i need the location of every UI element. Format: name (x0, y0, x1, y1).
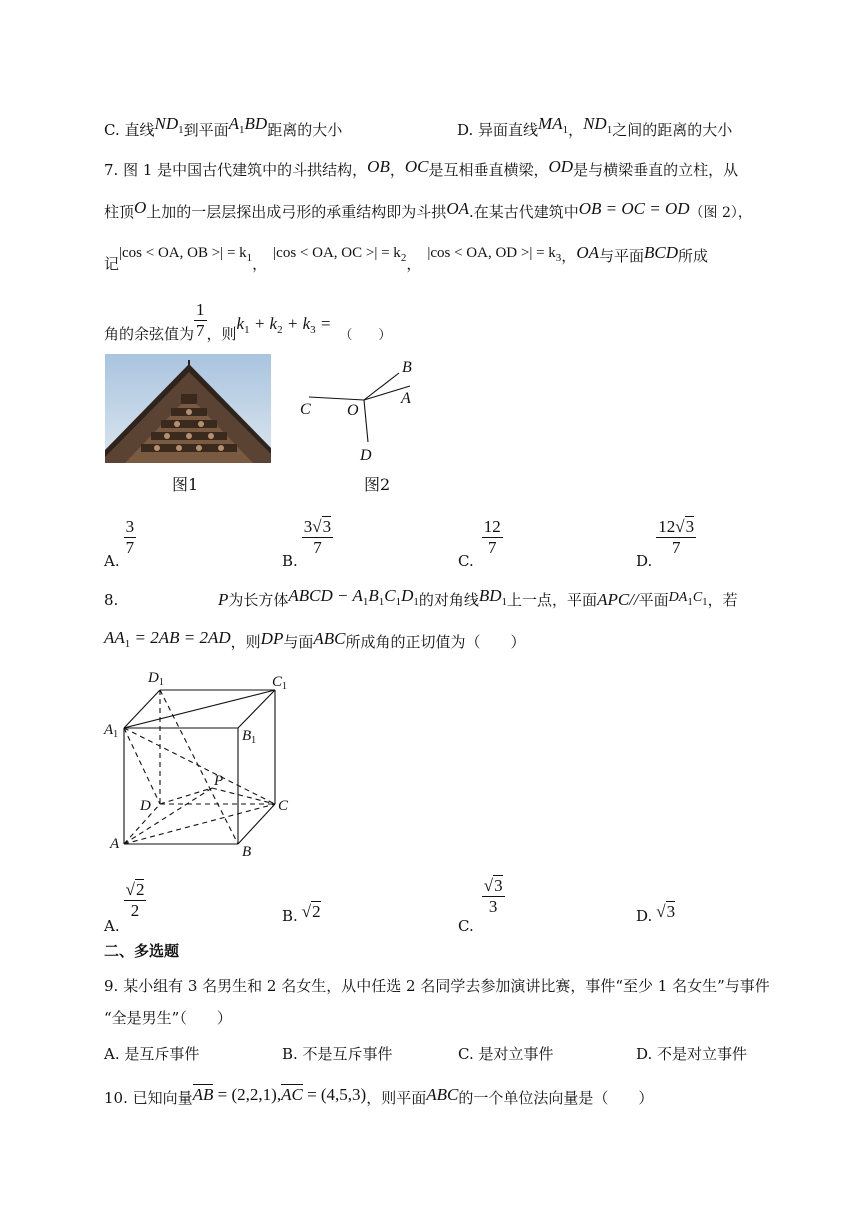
q7-comma2: ， (252, 255, 268, 273)
q8-option-d (636, 902, 676, 925)
q8-p: P (218, 590, 229, 609)
q7-option-b-label: B. (282, 551, 298, 570)
q7-option-d-label: D. (636, 551, 653, 570)
q7-option-c-frac: $\frac{12}{7}$ (483, 517, 501, 557)
q8-text-j: ，若 (707, 591, 738, 609)
q8-cuboid: ABCD − $A_1B_1C_1D_1$ (288, 586, 419, 608)
label-b: B (402, 359, 412, 376)
q7-k3-expr: |cos < OA, OD >| = $k_3$ (427, 245, 562, 264)
q7-option-d (636, 517, 696, 570)
segment-ob (364, 373, 399, 400)
segment-dp (160, 788, 212, 804)
q8-option-c (458, 876, 505, 935)
section-title: 二、多选题 (104, 942, 180, 960)
q8-line1 (104, 590, 118, 610)
q7-ob: OB (367, 157, 390, 176)
label-b1: $B_1$ (242, 728, 257, 746)
q6-d-comma: ， (568, 121, 584, 139)
q7-comma3: ， (406, 255, 422, 273)
q7-line4-b: ，则 (206, 324, 237, 343)
q7-k2-expr: |cos < OA, OC >| = $k_2$ (273, 245, 407, 264)
q7-option-b-frac: $\frac{3√3}{7}$ (303, 517, 332, 557)
q6-c-text3: 距离的大小 (267, 121, 343, 139)
q7-option-a-label: A. (104, 551, 120, 570)
q8-line2 (104, 628, 526, 658)
edge-a1d1 (124, 690, 160, 728)
q6-d-ma1: $MA_1$ (538, 114, 569, 136)
q7-option-c (458, 517, 503, 570)
q6-c-a1bd: $A_1BD$ (228, 114, 268, 136)
q8-option-c-label: C. (458, 916, 474, 935)
q8-option-b (282, 902, 321, 925)
q7-equal: OB = OC = OD (578, 199, 690, 218)
q8-text-h: 平面 (638, 591, 669, 609)
q8-option-a-label: A. (104, 916, 120, 935)
q8-bd1: $BD_1$ (478, 586, 508, 608)
q7-line3-a: 记 (104, 255, 120, 273)
q8-text-b: 为长方体 (228, 591, 289, 609)
q7-line2-a: 柱顶 (104, 203, 135, 221)
q6-option-c-text: C. 直线 (104, 121, 155, 139)
label-a1: $A_1$ (104, 722, 119, 740)
q7-oa: OA (446, 199, 469, 218)
q7-option-c-label: C. (458, 551, 474, 570)
q7-oc: OC (404, 157, 429, 176)
label-c1: $C_1$ (272, 674, 288, 692)
q6-c-nd: $ND_1$ (154, 114, 184, 136)
q8-number: 8. (104, 591, 119, 609)
q9-line1: 9. 某小组有 3 名男生和 2 名女生，从中任选 2 名同学去参加演讲比赛，事件“至少 1 名女生”与事件 (104, 977, 770, 995)
q7-line1 (104, 157, 739, 180)
q7-bcd: BCD (644, 243, 678, 262)
segment-oc (309, 397, 364, 400)
q7-comma1: ， (389, 161, 405, 179)
label-p: P (214, 773, 224, 789)
segment-ap (124, 788, 212, 844)
q7-option-b (282, 517, 333, 570)
edge-b1c1 (238, 690, 275, 728)
q8-apc: APC// (597, 590, 639, 609)
q7-line2-e: .在某古代建筑中 (468, 203, 579, 221)
q8-option-b-value: √2 (301, 902, 321, 921)
q8-text-f: 上一点，平面 (507, 591, 598, 609)
q7-line2 (104, 198, 752, 223)
q9-option-c: C. 是对立事件 (458, 1045, 554, 1063)
figure2-diagram (296, 352, 426, 466)
dougong-photo (105, 354, 271, 463)
q9-line2: “全是男生”（ ） (104, 1009, 232, 1027)
q8-option-c-frac: $\frac{√3}{3}$ (483, 876, 503, 916)
q10-text-f: ，则平面 (366, 1089, 427, 1107)
q7-option-a-frac: $\frac{3}{7}$ (125, 517, 135, 557)
q7-fraction: $\frac{1}{7}$ (196, 300, 205, 340)
label-d: D (360, 447, 372, 464)
q7-line1-e: 是互相垂直横梁， (428, 161, 549, 179)
q6-option-c (104, 114, 343, 146)
q8-dp: DP (260, 629, 284, 648)
q9-option-b: B. 不是互斥事件 (282, 1045, 393, 1063)
q8-condition: $AA_1 = 2AB = 2AD$ (104, 628, 231, 650)
segment-a1c1 (124, 690, 275, 728)
q7-line4 (104, 300, 391, 341)
q6-c-text2: 到平面 (183, 121, 229, 139)
q7-comma4: ， (561, 247, 577, 265)
q8-option-a-frac: $\frac{√2}{2}$ (125, 880, 145, 920)
q8-line1-body (218, 586, 738, 616)
q8-text-d: 的对角线 (418, 591, 479, 609)
segment-od (364, 400, 368, 442)
q10-text-a: 10. 已知向量 (104, 1089, 193, 1107)
q7-line3 (104, 243, 709, 273)
label-a: A (401, 390, 411, 407)
q7-line1-g: 是与横梁垂直的立柱，从 (573, 161, 739, 179)
segment-pc (212, 788, 275, 804)
cuboid-diagram (100, 664, 300, 864)
q7-line3-e: 所成 (678, 247, 709, 265)
q8-option-a (104, 880, 146, 935)
q7-oa2: OA (576, 243, 599, 262)
q8-option-d-label: D. (636, 907, 653, 925)
q8-option-b-label: B. (282, 907, 298, 925)
q7-k1-expr: |cos < OA, OB >| = $k_1$ (119, 245, 253, 264)
q10-vector-ab: AB = (2,2,1),AC = (4,5,3) (192, 1085, 367, 1104)
segment-a1d (124, 728, 160, 804)
label-d1: $D_1$ (148, 670, 164, 688)
q6-d-text2: 之间的距离的大小 (612, 121, 733, 139)
q7-line3-c: 与平面 (598, 247, 644, 265)
q8-abc: ABC (313, 629, 346, 648)
q7-line1-a: 7. 图 1 是中国古代建筑中的斗拱结构， (104, 161, 368, 179)
q8-text-m: ，则 (230, 633, 261, 651)
q10-text-h: 的一个单位法向量是（ ） (458, 1089, 654, 1107)
q7-paren: （ ） (339, 327, 392, 343)
q7-option-d-frac: $\frac{12√3}{7}$ (658, 517, 695, 557)
q8-da1c1: $DA_1C_1$ (668, 590, 708, 608)
q7-line2-g: （图 2）， (689, 205, 752, 221)
q8-option-d-value: √3 (656, 902, 676, 921)
label-a: A (110, 836, 120, 852)
q7-o: O (134, 198, 147, 217)
label-o: O (347, 402, 359, 419)
figure1-caption: 图1 (172, 475, 199, 494)
figure2-caption: 图2 (364, 475, 391, 494)
q6-option-d-text: D. 异面直线 (457, 121, 539, 139)
label-c: C (300, 401, 311, 418)
label-c: C (278, 798, 289, 814)
q7-ksum: $k_1 + k_2 + k_3$ = (236, 313, 332, 336)
q10-line (104, 1085, 654, 1108)
q7-line4-a: 角的余弦值为 (104, 324, 195, 343)
segment-d1b (160, 690, 238, 844)
q9-option-a: A. 是互斥事件 (104, 1045, 200, 1063)
q7-line2-c: 上加的一层层探出成弓形的承重结构即为斗拱 (146, 203, 447, 221)
q7-od: OD (548, 157, 574, 176)
q7-option-a (104, 517, 136, 570)
q10-abc: ABC (426, 1085, 459, 1104)
edge-bc (238, 804, 275, 844)
q8-text-o: 与面 (283, 633, 314, 651)
q8-text-q: 所成角的正切值为（ ） (345, 633, 526, 651)
label-b: B (242, 844, 252, 860)
q6-d-nd1: $ND_1$ (583, 114, 613, 136)
q6-option-d (457, 114, 733, 146)
q9-option-d: D. 不是对立事件 (636, 1045, 748, 1063)
label-d: D (140, 798, 151, 814)
